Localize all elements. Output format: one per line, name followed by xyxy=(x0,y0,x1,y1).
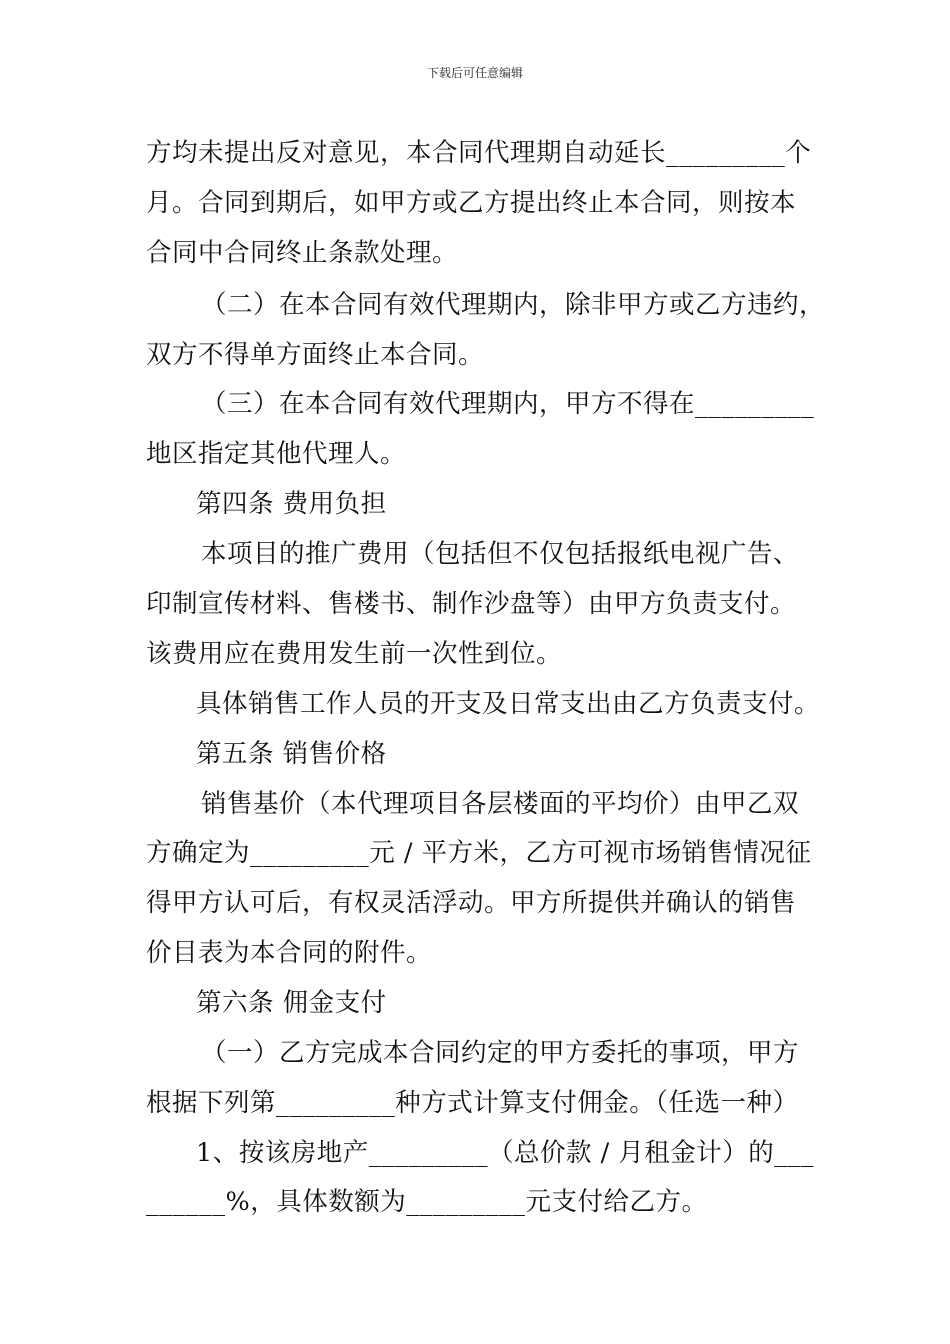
paragraph-line: 印制宣传材料、售楼书、制作沙盘等）由甲方负责支付。 xyxy=(146,589,797,619)
paragraph-line: 月。合同到期后，如甲方或乙方提出终止本合同，则按本 xyxy=(146,188,797,218)
section-heading: 第五条 销售价格 xyxy=(196,739,387,769)
paragraph-line: 根据下列第_________种方式计算支付佣金。（任选一种） xyxy=(146,1088,799,1118)
paragraph-line: 合同中合同终止条款处理。 xyxy=(146,238,459,268)
paragraph-line: 1、按该房地产_________（总价款 / 月租金计）的___ xyxy=(196,1138,815,1168)
paragraph-line: 得甲方认可后，有权灵活浮动。甲方所提供并确认的销售 xyxy=(146,888,797,918)
paragraph-line: 地区指定其他代理人。 xyxy=(146,439,407,469)
paragraph-line: 方均未提出反对意见，本合同代理期自动延长_________个 xyxy=(146,138,812,168)
paragraph-line: （二）在本合同有效代理期内，除非甲方或乙方违约， xyxy=(201,290,826,320)
paragraph-line: 双方不得单方面终止本合同。 xyxy=(146,340,485,370)
paragraph-line: ______%，具体数额为_________元支付给乙方。 xyxy=(146,1187,708,1217)
paragraph-line: 方确定为_________元 / 平方米，乙方可视市场销售情况征 xyxy=(146,838,812,868)
paragraph-line: （一）乙方完成本合同约定的甲方委托的事项，甲方 xyxy=(201,1038,800,1068)
paragraph-line: 价目表为本合同的附件。 xyxy=(146,938,433,968)
section-heading: 第四条 费用负担 xyxy=(196,489,387,519)
paragraph-line: 销售基价（本代理项目各层楼面的平均价）由甲乙双 xyxy=(201,789,800,819)
paragraph-line: （三）在本合同有效代理期内，甲方不得在_________ xyxy=(201,389,815,419)
section-heading: 第六条 佣金支付 xyxy=(196,988,387,1018)
paragraph-line: 该费用应在费用发生前一次性到位。 xyxy=(146,639,563,669)
paragraph-line: 具体销售工作人员的开支及日常支出由乙方负责支付。 xyxy=(196,689,821,719)
page-header: 下载后可任意编辑 xyxy=(426,66,523,80)
paragraph-line: 本项目的推广费用（包括但不仅包括报纸电视广告、 xyxy=(201,539,800,569)
